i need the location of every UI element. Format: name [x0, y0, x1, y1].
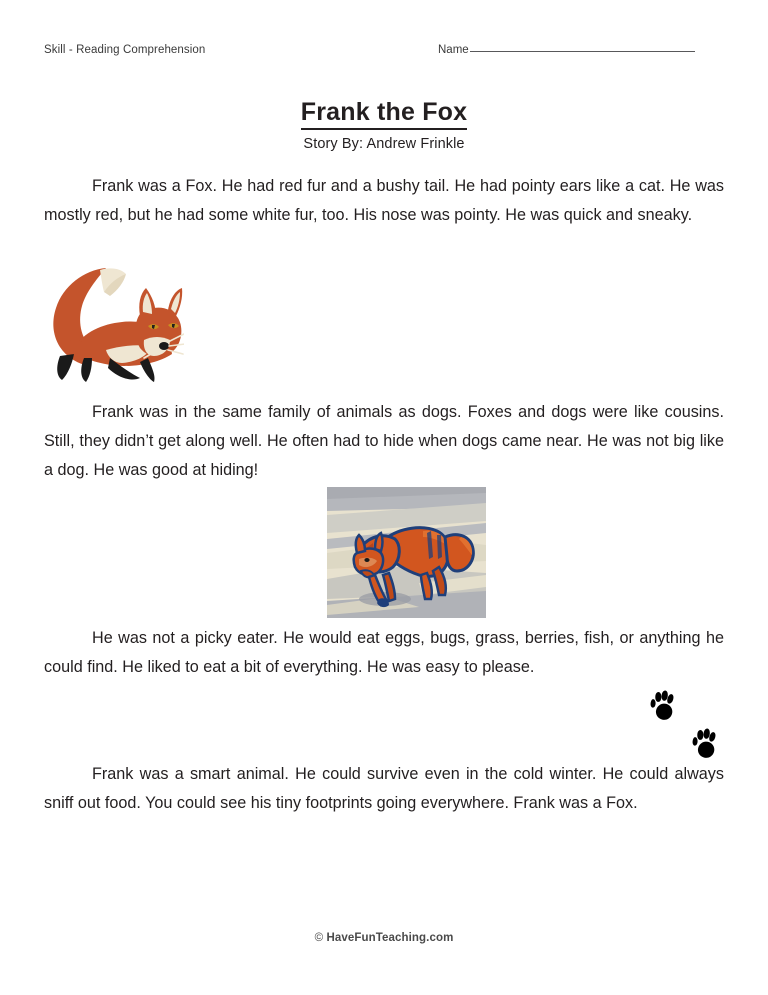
- footer-credit: [0, 932, 768, 944]
- paw-print-icon: [691, 727, 721, 760]
- story-paragraph-2: Frank was in the same family of animals as dogs. Foxes and dogs were like cousins. Still, they didn’t get along well. He often had to hide when dogs came near. He was not big like a dog. He was good at hiding!: [44, 403, 724, 479]
- fox-in-snow-illustration: [327, 487, 486, 618]
- page-title: Frank the Fox: [301, 98, 468, 130]
- name-write-line[interactable]: [470, 51, 695, 52]
- footer-site-name: HaveFunTeaching.com: [326, 932, 454, 944]
- name-label: Name: [438, 44, 469, 56]
- title-block: [0, 98, 768, 152]
- story-paragraph-4: Frank was a smart animal. He could survive even in the cold winter. He could always sniff out food. You could see his tiny footprints going everywhere. Frank was a Fox.: [44, 765, 724, 812]
- copyright-symbol: ©: [314, 932, 324, 944]
- skill-label: Skill - Reading Comprehension: [44, 44, 206, 56]
- paw-print-icon: [649, 689, 679, 722]
- fox-paw-print-icon-1: [649, 689, 679, 722]
- fox-clipart-icon: [44, 262, 184, 386]
- running-fox-clipart: [44, 262, 184, 386]
- worksheet-header: [0, 44, 768, 70]
- story-byline: Story By: Andrew Frinkle: [303, 135, 465, 152]
- fox-paw-print-icon-2: [691, 727, 721, 760]
- fox-snow-image: [327, 487, 486, 618]
- name-field[interactable]: [438, 44, 695, 56]
- story-paragraph-3: He was not a picky eater. He would eat eggs, bugs, grass, berries, fish, or anything he could find. He liked to eat a bit of everything. He was easy to please.: [44, 629, 724, 676]
- story-paragraph-1: Frank was a Fox. He had red fur and a bushy tail. He had pointy ears like a cat. He was mostly red, but he had some white fur, too. His nose was pointy. He was quick and sneaky.: [44, 177, 724, 224]
